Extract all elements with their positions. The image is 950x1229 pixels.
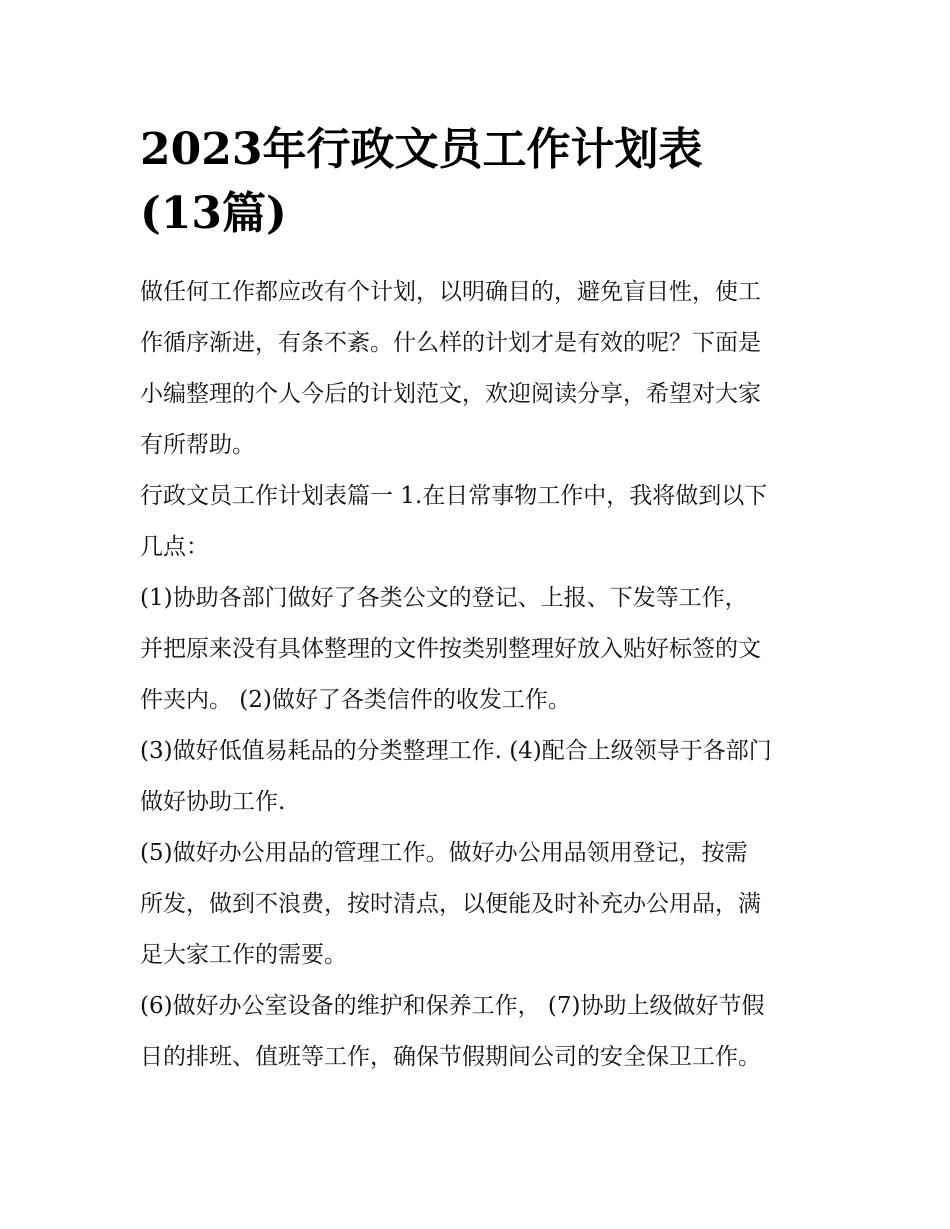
- text-line: 做好协助工作.: [140, 789, 286, 815]
- text-line: 小编整理的个人今后的计划范文，欢迎阅读分享，希望对大家: [140, 381, 761, 407]
- paragraph-section-one: [140, 471, 812, 573]
- paragraph-item-1-2: [140, 573, 812, 726]
- text-line: 件夹内。 (2)做好了各类信件的收发工作。: [140, 687, 571, 713]
- text-line: 几点：: [140, 534, 209, 560]
- text-line: 做任何工作都应改有个计划，以明确目的，避免盲目性，使工: [140, 279, 761, 305]
- text-line: (3)做好低值易耗品的分类整理工作. (4)配合上级领导于各部门: [140, 738, 772, 764]
- document-title: [140, 118, 812, 246]
- text-line: 足大家工作的需要。: [140, 942, 347, 968]
- text-line: 所发，做到不浪费，按时清点，以便能及时补充办公用品，满: [140, 891, 761, 917]
- title-line-1: 2023年行政文员工作计划表: [140, 124, 703, 175]
- document-body: [140, 267, 812, 1083]
- text-line: 行政文员工作计划表篇一 1.在日常事物工作中，我将做到以下: [140, 483, 768, 509]
- text-line: 有所帮助。: [140, 432, 255, 458]
- text-line: 日的排班、值班等工作，确保节假期间公司的安全保卫工作。: [140, 1044, 761, 1070]
- paragraph-item-3-4: [140, 726, 812, 828]
- title-line-2: (13篇): [140, 188, 287, 239]
- text-line: 作循序渐进，有条不紊。什么样的计划才是有效的呢？下面是: [140, 330, 761, 356]
- document-content: [140, 118, 812, 1083]
- paragraph-item-6-7: [140, 981, 812, 1083]
- paragraph-intro: [140, 267, 812, 471]
- text-line: (1)协助各部门做好了各类公文的登记、上报、下发等工作，: [140, 585, 748, 611]
- text-line: (5)做好办公用品的管理工作。做好办公用品领用登记，按需: [140, 840, 748, 866]
- text-line: 并把原来没有具体整理的文件按类别整理好放入贴好标签的文: [140, 636, 761, 662]
- text-line: (6)做好办公室设备的维护和保养工作， (7)协助上级做好节假: [140, 993, 765, 1019]
- paragraph-item-5: [140, 828, 812, 981]
